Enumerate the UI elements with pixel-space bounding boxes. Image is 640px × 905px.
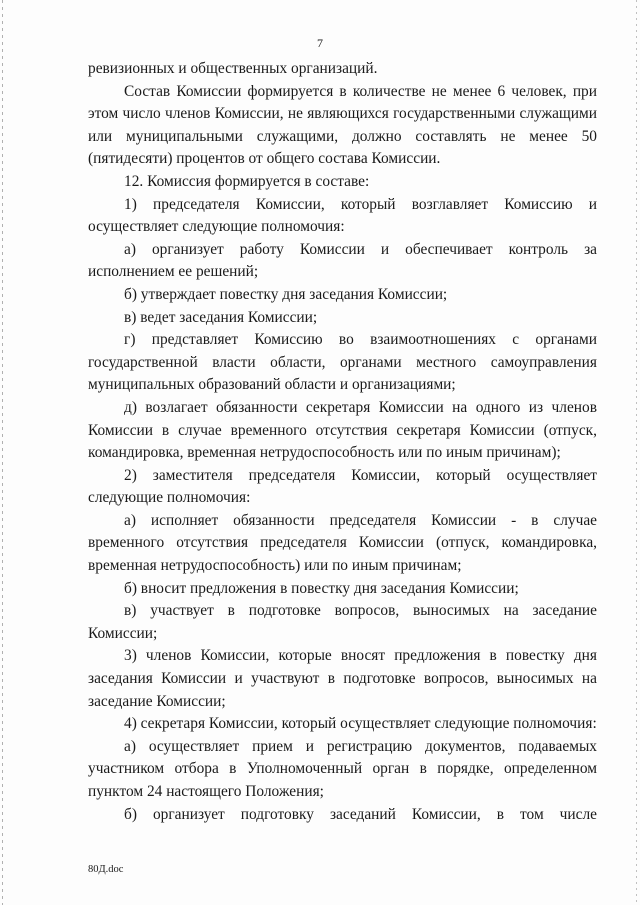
paragraph: Состав Комиссии формируется в количестве не менее 6 человек, при этом число членов Комиссии, не являющихся государственными служащими или муниципальными служащими, должно составлять не менее 50 (пятидесяти) процентов от общего состава Комиссии. bbox=[88, 82, 597, 168]
paragraph: д) возлагает обязанности секретаря Комиссии на одного из членов Комиссии в случае временного отсутствия секретаря Комиссии (отпуск, командировка, временная нетрудоспособность или по иным причинам); bbox=[88, 398, 597, 462]
document-body bbox=[88, 58, 597, 826]
paragraph: 12. Комиссия формируется в составе: bbox=[124, 172, 370, 190]
paragraph: б) вносит предложения в повестку дня заседания Комиссии; bbox=[124, 579, 519, 597]
paragraph: а) организует работу Комиссии и обеспечивает контроль за исполнением ее решений; bbox=[88, 240, 597, 281]
paragraph: 2) заместителя председателя Комиссии, который осуществляет следующие полномочия: bbox=[88, 466, 597, 507]
paragraph: б) утверждает повестку дня заседания Комиссии; bbox=[124, 285, 448, 303]
paragraph: 4) секретаря Комиссии, который осуществляет следующие полномочия: bbox=[124, 715, 597, 733]
scan-edge-left bbox=[2, 0, 3, 905]
paragraph: а) осуществляет прием и регистрацию документов, подаваемых участником отбора в Уполномоченный орган в порядке, определенном пунктом 24 настоящего Положения; bbox=[88, 737, 597, 800]
page-number: 7 bbox=[317, 36, 323, 50]
footer-filename: 80Д.doc bbox=[88, 864, 124, 875]
scan-edge-right bbox=[636, 0, 637, 905]
paragraph: ревизионных и общественных организаций. bbox=[88, 60, 378, 77]
paragraph: а) исполняет обязанности председателя Комиссии - в случае временного отсутствия председателя Комиссии (отпуск, командировка, временная нетрудоспособность) или по иным причинам; bbox=[88, 511, 597, 575]
paragraph: 3) членов Комиссии, которые вносят предложения в повестку дня заседания Комиссии и участвуют в подготовке вопросов, выносимых на заседание Комиссии; bbox=[88, 647, 597, 710]
paragraph: г) представляет Комиссию во взаимоотношениях с органами государственной власти области, органами местного самоуправления муниципальных образований области и организациями; bbox=[88, 331, 597, 394]
paragraph: б) организует подготовку заседаний Комиссии, в том числе bbox=[124, 805, 597, 823]
paragraph: в) участвует в подготовке вопросов, выносимых на заседание Комиссии; bbox=[88, 602, 597, 642]
paragraph: 1) председателя Комиссии, который возглавляет Комиссию и осуществляет следующие полномочия: bbox=[88, 195, 597, 236]
paragraph: в) ведет заседания Комиссии; bbox=[124, 308, 318, 326]
